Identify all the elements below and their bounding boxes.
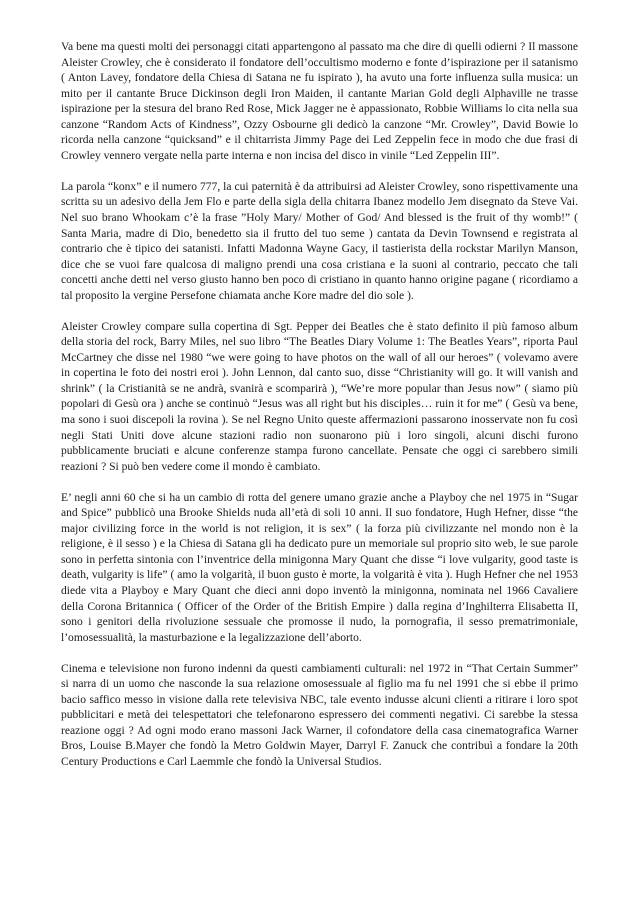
paragraph-cinema-television: Cinema e televisione non furono indenni da questi cambiamenti culturali: nel 1972 in “That Certain Summer” si narra di un uomo che nasconde la sua relazione omosessuale al figlio ma fu nel 1991 che si ebbe il primo bacio saffico messo in visione dalla rete televisiva NBC, tale evento indusse alcuni clienti a ritirare i loro spot pubblicitari e metà dei telespettatori che telefonarono espressero dei commenti negativi. Ci sarebbe la stessa reazione oggi ? Ad ogni modo erano massoni Jack Warner, il cofondatore della casa cinematografica Warner Bros, Louise B.Mayer che fondò la Metro Goldwin Mayer, Darryl F. Zanuck che contribuì a fondare la 20th Century Productions e Carl Laemmle che fondò la Universal Studios. — [61, 662, 578, 768]
document-body — [61, 40, 578, 771]
paragraph-sexual-revolution: E’ negli anni 60 che si ha un cambio di rotta del genere umano grazie anche a Playboy che nel 1975 in “Sugar and Spice” pubblicò una Brooke Shields nuda all’età di soli 10 anni. Il suo fondatore, Hugh Hefner, disse “the major civilizing force in the world is not religion, it is sex” ( la forza più civilizzante nel mondo non è la religione, è il sesso ) e la Chiesa di Satana gli ha dedicato pure un memoriale sul proprio sito web, le sue parole sono in perfetta sintonia con l’inventrice della minigonna Mary Quant che disse “i love vulgarity, good taste is death, vulgarity is life” ( amo la volgarità, il buon gusto è morte, la volgarità è vita ). Hugh Hefner che nel 1953 diede vita a Playboy e Mary Quant che dieci anni dopo inventò la minigonna, nominata nel 1966 Cavaliere della Corona Britannica ( Officer of the Order of the British Empire ) dalla regina d’Inghilterra Elisabetta II, sono i genitori della rivoluzione sessuale che promosse il nudo, la pornografia, il sesso prematrimoniale, l’omosessualità, la masturbazione e la legalizzazione dell’aborto. — [61, 491, 578, 644]
paragraph-crowley-music: Va bene ma questi molti dei personaggi citati appartengono al passato ma che dire di quelli odierni ? Il massone Aleister Crowley, che è considerato il fondatore dell’occultismo moderno e fonte d’ispirazione per il satanismo ( Anton Lavey, fondatore della Chiesa di Satana ne fu ispirato ), ha avuto una forte influenza sulla musica: un mito per il cantante Bruce Dickinson degli Iron Maiden, il cantante Marian Gold degli Alphaville ne trasse ispirazione per la stesura del brano Red Rose, Mick Jagger ne è appassionato, Robbie Williams lo cita nella sua canzone “Random Acts of Kindness”, Ozzy Osbourne gli dedicò la canzone “Mr. Crowley”, David Bowie lo ricorda nella canzone “quicksand” e il chitarrista Jimmy Page dei Led Zeppelin fece in modo che due frasi di Crowley vennero vergate nella parte interna e non incisa del disco in vinile “Led Zeppelin III”. — [61, 41, 578, 162]
paragraph-beatles: Aleister Crowley compare sulla copertina di Sgt. Pepper dei Beatles che è stato definito il più famoso album della storia del rock, Barry Miles, nel suo libro “The Beatles Diary Volume 1: The Beatles Years”, riporta Paul McCartney che disse nel 1980 “we were going to have photos on the wall of all our heroes” ( volevamo avere in copertina le foto dei nostri eroi ). John Lennon, dal canto suo, disse “Christianity will go. It will vanish and shrink” ( la Cristianità se ne andrà, svanirà e scomparirà ), “We’re more popular than Jesus now” ( siamo più popolari di Gesù ora ) anche se continuò “Jesus was all right but his disciples… ruin it for me” ( Gesù va bene, ma sono i suoi discepoli la rovina ). Se nel Regno Unito queste affermazioni passarono inosservate non fu così negli Stati Uniti dove alcune stazioni radio non suonarono più i loro singoli, alcuni dischi furono pubblicamente bruciati e alcune conferenze stampa furono cancellate. Pensate che oggi ci sarebbero simili reazioni ? Si può ben vedere come il mondo è cambiato. — [61, 320, 578, 473]
paragraph-konx-777: La parola “konx” e il numero 777, la cui paternità è da attribuirsi ad Aleister Crowley, sono rispettivamente una scritta su un adesivo della Jem Flo e parte della sigla della chitarra Ibanez modello Jem disegnato da Steve Vai. Nel suo brano Whookam c’è la frase ”Holy Mary/ Mother of God/ And blessed is the fruit of thy womb!” ( Santa Maria, madre di Dio, benedetto sia il frutto del tuo seme ) cantata da Devin Townsend e registrata al contrario che è tipico dei satanisti. Infatti Madonna Wayne Gacy, il tastierista della rockstar Marilyn Manson, dice che se vuoi fare qualcosa di maligno prendi una cosa cristiana e la suoni al contrario, peccato che tali concetti anche detti nel verso giusto hanno ben poco di cristiano in quanto hanno origine pagane ( ricordiamo a tal proposito la vergine Persefone chiamata anche Kore madre del dio sole ). — [61, 180, 578, 302]
